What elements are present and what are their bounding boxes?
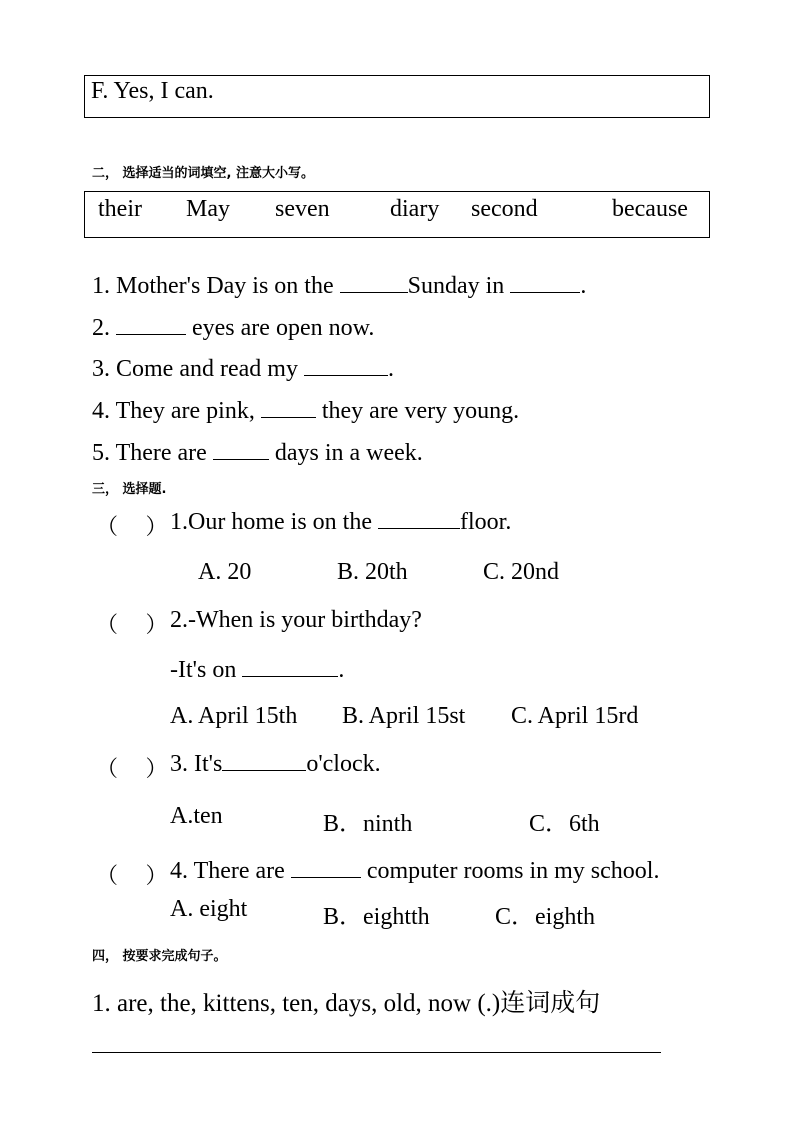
question-text: 2. [92,315,116,341]
option-b[interactable]: B. April 15st [342,703,466,729]
question-text: 4. They are pink, [92,398,261,424]
question-text: 5. There are [92,440,213,466]
fill-question-1 [92,273,586,300]
answer-blank[interactable] [116,333,186,335]
option-f-text: F. Yes, I can. [91,78,214,104]
answer-blank[interactable] [304,374,388,376]
question-text: 1.Our home is on the [170,509,378,535]
answer-blank[interactable] [261,416,316,418]
question-text: days in a week. [268,440,423,466]
fill-question-2 [92,315,374,342]
answer-blank[interactable] [213,458,269,460]
option-c[interactable]: C．6th [529,811,600,837]
question-text: 3. Come and read my [92,356,304,382]
option-b[interactable]: B. 20th [337,559,408,585]
choice-question-4 [170,858,659,885]
answer-blank[interactable] [378,527,460,529]
option-a[interactable]: A.ten [170,803,223,829]
rearrange-question-1: 1. are, the, kittens, ten, days, old, now (.)连词成句 [92,990,601,1017]
question-text: . [387,356,394,382]
answer-parentheses[interactable]: （ ） [96,756,168,781]
choice-question-2: 2.-When is your birthday? [170,607,422,633]
answer-blank[interactable] [222,769,306,771]
word-bank-item: May [186,196,230,222]
question-text: -It's on [170,657,243,683]
question-text: 1. Mother's Day is on the [92,273,340,299]
word-bank-item: their [98,196,142,222]
question-text: computer rooms in my school. [360,858,660,884]
option-b[interactable]: B．eightth [323,904,430,930]
answer-parentheses[interactable]: （ ） [96,514,168,539]
question-text: o'clock. [306,751,381,777]
word-bank-item: seven [275,196,330,222]
question-text: 4. There are [170,858,291,884]
option-c[interactable]: C. 20nd [483,559,560,585]
question-text: . [338,657,345,683]
word-bank-item: diary [390,196,440,222]
choice-question-1 [170,509,511,536]
option-a[interactable]: A. eight [170,896,248,922]
section-2-heading: 二， 选择适当的词填空, 注意大小写。 [92,166,314,181]
word-bank-item: because [612,196,688,222]
option-a[interactable]: A. 20 [198,559,252,585]
question-text: they are very young. [315,398,520,424]
fill-question-4 [92,398,519,425]
answer-parentheses[interactable]: （ ） [96,863,168,888]
choice-question-2-line-2 [170,657,344,684]
fill-question-3 [92,356,394,383]
section-4-heading: 四， 按要求完成句子。 [92,949,227,964]
option-a[interactable]: A. April 15th [170,703,298,729]
option-c[interactable]: C．eighth [495,904,595,930]
answer-blank[interactable] [242,675,338,677]
option-c[interactable]: C. April 15rd [511,703,639,729]
answer-blank[interactable] [291,876,361,878]
choice-question-3 [170,751,381,778]
answer-line[interactable] [92,1052,661,1053]
answer-blank[interactable] [340,291,408,293]
question-text: floor. [459,509,512,535]
answer-blank[interactable] [510,291,580,293]
question-text: 3. It's [170,751,223,777]
question-text: eyes are open now. [186,315,375,341]
answer-parentheses[interactable]: （ ） [96,612,168,637]
section-3-heading: 三， 选择题. [92,482,167,497]
word-bank-item: second [471,196,538,222]
question-text: Sunday in [407,273,511,299]
answer-option-box [84,75,710,118]
option-b[interactable]: B．ninth [323,811,413,837]
question-text: . [580,273,587,299]
word-bank-box [84,191,710,238]
fill-question-5 [92,440,423,467]
